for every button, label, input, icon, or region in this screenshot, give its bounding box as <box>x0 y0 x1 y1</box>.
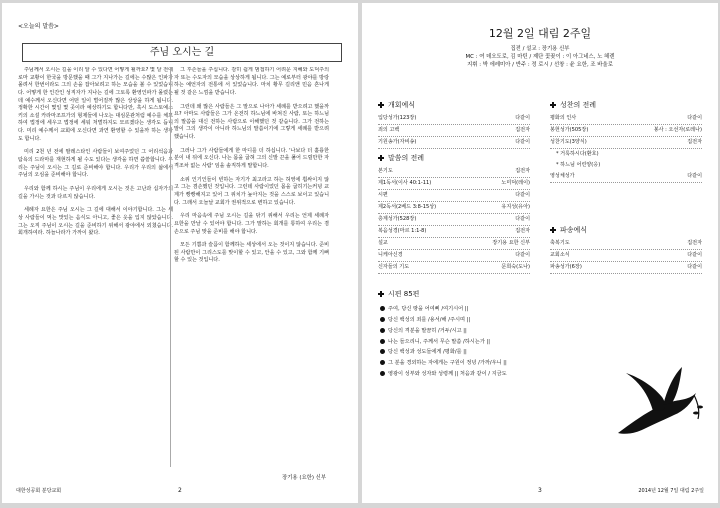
bullet-icon <box>380 328 385 333</box>
order-item: 층계성가(528장) 다같이 <box>378 214 530 226</box>
sermon-signature: 장기용 (요한) 신부 <box>282 475 327 481</box>
order-item: 죄의 고백 집전자 <box>378 125 530 137</box>
cross-icon <box>378 102 384 108</box>
order-item: 성찬기도(3양식) 집전자 <box>550 137 702 149</box>
sermon-paragraph: 우리와 함께 하시는 주님이 우리에게 오시는 것은 고난과 십자가의 길을 가시는 것과 다르지 않습니다. <box>18 185 173 200</box>
psalm-verse: 나는 들으리니, 주께서 무슨 말씀 /하시는가 || <box>378 338 618 347</box>
order-item: 설교 장기용 요한 신부 <box>378 238 530 250</box>
psalm-verse: 영광이 성부와 성자와 성령께 || 처음과 같이 / 지금도 <box>378 370 618 379</box>
order-item: 입당성가(123장) 다같이 <box>378 113 530 125</box>
bullet-icon <box>380 306 385 311</box>
credit-line: 집전 / 설교 : 장기용 신부 <box>510 46 570 52</box>
cross-icon <box>550 227 556 233</box>
order-item: 시편 다같이 <box>378 190 530 202</box>
church-name-footer: 대한성공회 분당교회 <box>16 488 62 494</box>
credit-line: MC : 여 데오도로, 김 마틴 / 제단 꽃꽂이 : 이 아그네스, 노 헤렌 <box>465 54 615 61</box>
psalm-section <box>378 289 618 381</box>
order-item: 본기도 집전자 <box>378 166 530 178</box>
credit-line: 지휘 : 박 에레미아 / 반주 : 정 로시 / 선창 : 윤 요한, 조 바울로 <box>467 62 613 69</box>
order-item: 평화의 인사 다같이 <box>550 113 702 125</box>
order-item: 복음성경(마르 1:1-8) 집전자 <box>378 226 530 238</box>
order-item: 제2독서(2베드 3:8-15상) 유지성(유아) <box>378 202 530 214</box>
psalm-verse: 당신 백성의 죄를 /용서/해 /주시며 || <box>378 316 618 325</box>
service-title: 12월 2일 대림 2주일 <box>488 27 592 40</box>
section-opening <box>378 100 530 149</box>
section-heading: 성찬의 전례 <box>560 101 597 109</box>
sermon-paragraph: 모든 기쁨과 슬픔이 함께하는 세상에서 오는 것이지 않습니다. 준비된 사람만이 그리스도를 맞이할 수 있고, 안을 수 있고, 그와 함께 기뻐할 수 있는 것입니다. <box>174 242 329 264</box>
cross-icon <box>378 291 384 297</box>
order-item: 봉헌성가(505장) 봉사 : 오선자(로레나) <box>550 125 702 137</box>
sermon-paragraph: 주님께서 오시는 길을 이리 알 수 있다면 어떻게 될까요? 몇 달 전에 로마 교황이 한국을 방문했을 때 그가 지나가는 길에는 수많은 인파가 몰려서 한번이라도 그의 손을 잡아보려고 하는 모습을 볼 수 있었습니다. 어떻게 한 인간인 성직자가 지나는 길에 그토록 환영인파가 몰렸는데 예수께서 오신다면 어떤 일이 벌어질까 많은 상상을 하게 됩니다. 정확한 시간이 몇일 몇 곳이라 예상하기도 합니다만, 혹시 도스토예스키의 소설 카라마조프가의 형제들에 나오는 대심문관처럼 예수를 체포하여 법정에 세우고 법정에 세워 처벌하지도 모르겠다는 생각도 듭니다. 미리 예수께서 교회에 오신다면 과연 환영할 수 있을까 하는 생각도 합니다. <box>18 67 173 142</box>
sermon-column-2 <box>174 67 329 447</box>
sermon-paragraph: 우리 마음속에 주님 오시는 길을 닦기 위해서 우리는 언제 세례자 요한을 만날 수 있어야 합니다. 그가 말하는 회개를 통하여 우리는 겸손으로 주님 맞을 준비를 해야 합니다. <box>174 213 329 235</box>
section-word <box>378 153 530 274</box>
service-credits <box>362 45 718 69</box>
order-item: 기원송가(자비송) 다같이 <box>378 137 530 149</box>
bullet-icon <box>380 317 385 322</box>
order-item: 파송성가(6장) 다같이 <box>550 262 702 274</box>
section-eucharist <box>550 100 702 183</box>
order-item: 교회소식 다같이 <box>550 250 702 262</box>
order-item: 영성체성가 다같이 <box>550 171 702 183</box>
service-date-footer: 2014년 12월 7일 대림 2주일 <box>638 488 704 494</box>
order-item: 축복기도 집전자 <box>550 238 702 250</box>
psalm-verse: 주여, 당신 땅을 어여삐 /여기시어 || <box>378 305 618 314</box>
order-item: 니케아신경 다같이 <box>378 250 530 262</box>
sermon-paragraph: 그 후손들을 주십니다. 감히 쉽게 범접하기 어려운 지혜와 도덕주의자 또는 수도자의 모습을 상상하게 됩니다. 그는 예로부터 광야를 방랑하는 예언자의 전통에 서 있었습니다. 마치 황무 길리앤 민음 흔나게 될 것 같은 느낌을 받습니다. <box>174 67 329 96</box>
psalm-verse: 그 분을 경외하는 자에게는 구원이 정녕 /가까/우니 || <box>378 359 618 368</box>
order-item: 신자들의 기도 문희숙(도나) <box>378 262 530 274</box>
bullet-icon <box>380 371 385 376</box>
sermon-paragraph: 미리 2천 년 전에 팔레스타인 사람들이 보여주었던 그 어리석음과 탐욕의 드라마를 재현하게 될 수도 있다는 생각을 하면 씁쓸합니다. 우리는 주님이 오시는 그 길로 준비해야 합니다. 우리가 우리의 삶에서 주님의 오심을 준비해야 합니다. <box>18 149 173 179</box>
dove-illustration <box>608 363 708 463</box>
section-tag: <오늘의 말씀> <box>18 23 59 30</box>
section-heading: 파송예식 <box>560 226 588 234</box>
sermon-paragraph: 그러나 그가 사람들에게 한 마디를 더 하십니다. '나보다 더 훌륭한 분이 내 뒤에 오신다. 나는 몸을 굽혀 그의 신발 끈을 풀어 드릴만한 자격조차 없는 사람' 임을 솔직하게 말합니다. <box>174 147 329 170</box>
section-heading: 말씀의 전례 <box>388 154 425 162</box>
order-subitem: * 하느님 어린양(응) <box>556 162 601 168</box>
column-divider <box>170 67 171 467</box>
dove-wing <box>626 373 665 411</box>
page-number: 3 <box>538 487 542 494</box>
order-subitem: * 거룩하시다(환호) <box>556 151 599 157</box>
bullet-icon <box>380 339 385 344</box>
dove-wing-upper <box>663 367 682 405</box>
right-page <box>362 3 718 503</box>
section-dismissal <box>550 225 702 274</box>
psalm-verse: 당신의 격분을 말끔히 /거두/시고 || <box>378 327 618 336</box>
psalm-verse: 당신 백성과 성도들에게 /평화/를 || <box>378 348 618 357</box>
bullet-icon <box>380 360 385 365</box>
sermon-paragraph: 그런데 왜 많은 사람들은 그 말으로 나아가 세례를 받으려고 했을까요? 아마도 사람들은 그가 온전히 하느님에 바쳐진 사람, 또는 하느님의 말씀을 대신 전하는 사람으로 이해했던 것 같습니다. 그가 전하는 말이 그의 생각이 아니라 하느님의 말씀이기에 그렇게 세례를 받으려 했습니다. <box>174 103 329 141</box>
cross-icon <box>550 102 556 108</box>
order-item: 제1독서(이사 40:1-11) 노미덕(레이) <box>378 178 530 190</box>
psalm-heading: 시편 85편 <box>388 290 420 298</box>
sermon-paragraph: 세례자 요한은 주님 오시는 그 길에 대해서 이야기합니다. 그는 세상 사람들이 먹는 맛있는 음식도 아니고, 좋은 옷을 입지 않았습니다. 그는 오직 주님이 오시는 길을 준비하기 위해서 광야에서 외쳤습니다. 회개하여라. 하늘나라가 가까이 왔다. <box>18 207 173 237</box>
cross-icon <box>378 155 384 161</box>
page-number: 2 <box>178 487 182 494</box>
sermon-column-1 <box>18 67 173 467</box>
sermon-paragraph: 소위 인기인들이 빈하는 자기가 최고라고 하는 허영에 휩싸이지 않고 그는 겸손했던 것입니다. 그런데 사람이었던 몸을 굽히기는커녕 교계가 빵빵해지고 있어 그 위치가 높아지는 것을 스스로 보이고 있습니다. 그래서 오늘날 교회가 권위적으로 변하고 있습니다. <box>174 176 329 206</box>
left-page <box>2 3 358 503</box>
sermon-title: 주님 오시는 길 <box>22 43 342 62</box>
bullet-icon <box>380 349 385 354</box>
section-heading: 개회예식 <box>388 101 416 109</box>
